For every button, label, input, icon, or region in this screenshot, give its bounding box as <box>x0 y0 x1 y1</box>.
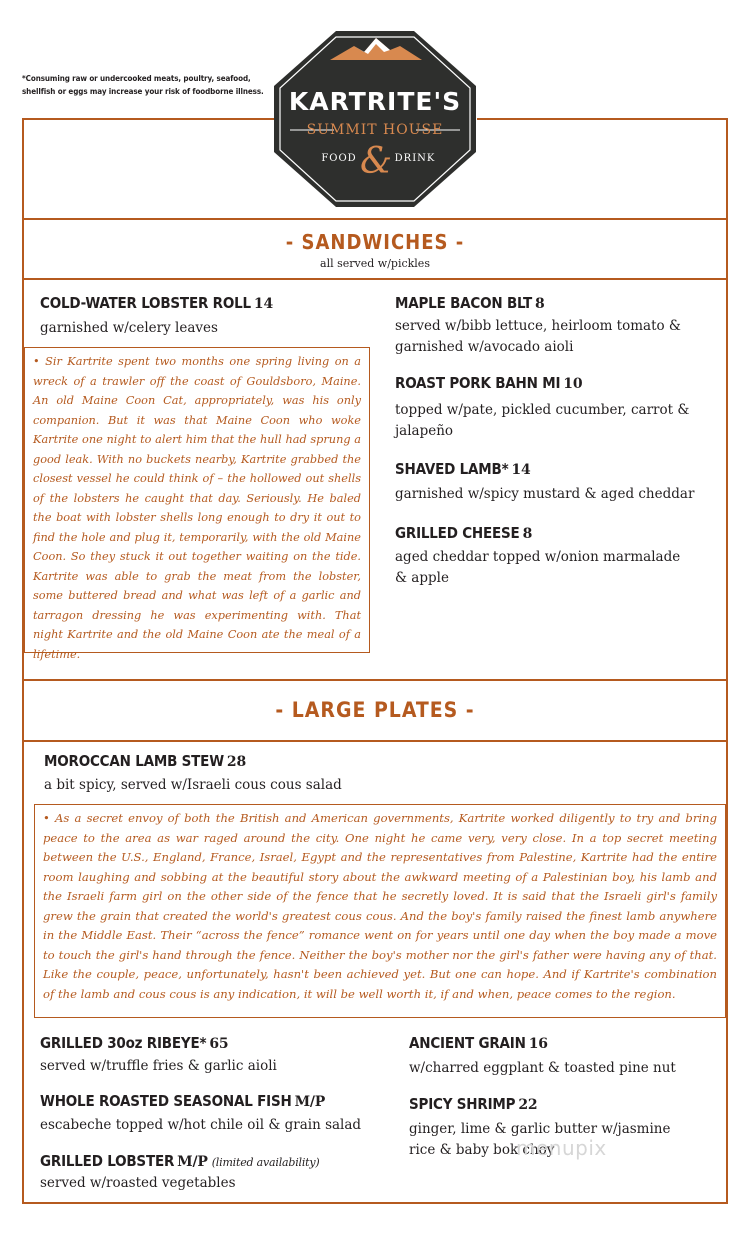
sandwiches-header-bottom <box>22 278 728 280</box>
logo-badge <box>272 30 478 208</box>
item-title: MAPLE BACON BLT <box>395 294 532 312</box>
menu-item-desc: escabeche topped w/hot chile oil & grain salad <box>40 1117 362 1133</box>
menu-item-name <box>395 374 582 392</box>
sandwiches-header-top <box>22 218 728 220</box>
menu-item-desc: w/charred eggplant & toasted pine nut <box>409 1060 676 1076</box>
item-note: (limited availability) <box>211 1156 320 1169</box>
menu-item-name <box>44 752 246 770</box>
item-price: M/P <box>177 1154 208 1170</box>
frame-bottom <box>22 1202 728 1204</box>
item-title: SHAVED LAMB* <box>395 460 509 478</box>
sandwiches-title: - SANDWICHES - <box>285 230 465 254</box>
item-title: WHOLE ROASTED SEASONAL FISH <box>40 1092 292 1110</box>
lamb-stew-story: • As a secret envoy of both the British and American governments, Kartrite worked diligently to try and bring peace to the area as war raged around the city. One night he came very, very close. In a top secret meeting between the U.S., England, France, Israel, Egypt and the representatives from Palestine, Kartrite had the entire room laughing and sobbing at the beautiful story about the awkward meeting of a Palestinian boy, his lamb and the Israeli farm girl on the other side of the fence that he secretly loved. It is said that the Israeli girl's family grew the grain that created the world's greatest cous cous. And the boy's family raised the finest lamb anywhere in the Middle East. Their “across the fence” romance went on for years until one day when the boy made a move to touch the girl's hand through the fence. Neither the boy's mother nor the girl's father were having any of that. Like the couple, peace, unfortunately, hasn't been achieved yet. But one can hope. And if Kartrite's combination of the lamb and cous cous is any indication, it will be well worth it, if and when, peace comes to the region. <box>34 804 726 1018</box>
lobster-roll-story: • Sir Kartrite spent two months one spring living on a wreck of a trawler off the coast of Gouldsboro, Maine. An old Maine Coon Cat, appropriately, was his only companion. But it was that Maine Coon who woke Kartrite one night to alert him that the hull had sprung a good leak. With no buckets nearby, Kartrite grabbed the closest vessel he could think of – the hollowed out shells of the lobsters he caught that day. Seriously. He baled the boat with lobster shells long enough to dry it out to find the hole and plug it, temporarily, with the old Maine Coon. So they stuck it out together waiting on the tide. Kartrite was able to grab the meat from the lobster, some buttered bread and what was left of a garlic and tarragon dressing he was experimenting with. That night Kartrite and the old Maine Coon ate the meal of a lifetime. <box>24 347 370 653</box>
menu-item-desc: topped w/pate, pickled cucumber, carrot & jalapeño <box>395 402 690 439</box>
menu-item-name <box>409 1095 537 1113</box>
logo-ampersand: & <box>359 141 393 182</box>
item-price: 10 <box>563 376 583 392</box>
frame-left <box>22 118 24 1204</box>
large-plates-header-bottom <box>22 740 728 742</box>
sandwiches-subtitle: all served w/pickles <box>320 257 430 270</box>
menu-item-desc: served w/roasted vegetables <box>40 1175 236 1191</box>
item-title: ANCIENT GRAIN <box>409 1034 526 1052</box>
logo-title: KARTRITE'S <box>288 87 462 116</box>
menu-item-desc: served w/bibb lettuce, heirloom tomato & garnished w/avocado aioli <box>395 318 681 355</box>
item-price: 65 <box>209 1036 229 1052</box>
menu-item-name <box>395 524 532 542</box>
kartrites-logo <box>272 30 478 208</box>
frame-top-left <box>22 118 274 120</box>
menu-item-desc: served w/truffle fries & garlic aioli <box>40 1058 277 1074</box>
foodborne-illness-disclaimer: *Consuming raw or undercooked meats, poultry, seafood, shellfish or eggs may increase your risk of foodborne illness. <box>22 74 264 96</box>
menu-item-desc: aged cheddar topped w/onion marmalade & apple <box>395 549 681 586</box>
item-price: 8 <box>522 526 533 542</box>
menupix-watermark: menupix <box>516 1136 607 1160</box>
menu-item-name <box>40 294 273 312</box>
item-title: MOROCCAN LAMB STEW <box>44 752 224 770</box>
item-title: COLD-WATER LOBSTER ROLL <box>40 294 251 312</box>
item-title: ROAST PORK BAHN MI <box>395 374 561 392</box>
menu-item-desc: ginger, lime & garlic butter w/jasmine rice & baby bok choy <box>409 1121 671 1158</box>
menu-item-name <box>40 1152 320 1170</box>
item-title: GRILLED 30oz RIBEYE* <box>40 1034 207 1052</box>
item-price: 28 <box>226 754 246 770</box>
item-price: 16 <box>528 1036 548 1052</box>
menu-item-name <box>395 460 531 478</box>
logo-subtitle: SUMMIT HOUSE <box>306 122 444 138</box>
item-price: 22 <box>518 1097 538 1113</box>
frame-top-right <box>477 118 728 120</box>
logo-drink: DRINK <box>394 153 436 164</box>
item-price: 8 <box>534 296 545 312</box>
item-title: GRILLED LOBSTER <box>40 1152 175 1170</box>
item-price: 14 <box>511 462 531 478</box>
menu-item-name <box>40 1092 325 1110</box>
menu-item-name <box>409 1034 548 1052</box>
menu-item-desc: a bit spicy, served w/Israeli cous cous salad <box>44 777 342 793</box>
item-title: SPICY SHRIMP <box>409 1095 516 1113</box>
item-price: M/P <box>294 1094 326 1110</box>
large-plates-title: - LARGE PLATES - <box>275 698 475 722</box>
menu-item-desc: garnished w/spicy mustard & aged cheddar <box>395 486 695 502</box>
menu-item-name <box>40 1034 228 1052</box>
large-plates-header-top <box>22 679 728 681</box>
frame-right <box>726 118 728 1204</box>
logo-food: FOOD <box>321 153 357 164</box>
menu-item-desc: garnished w/celery leaves <box>40 320 218 336</box>
item-price: 14 <box>253 296 274 312</box>
item-title: GRILLED CHEESE <box>395 524 520 542</box>
menu-item-name <box>395 294 545 312</box>
